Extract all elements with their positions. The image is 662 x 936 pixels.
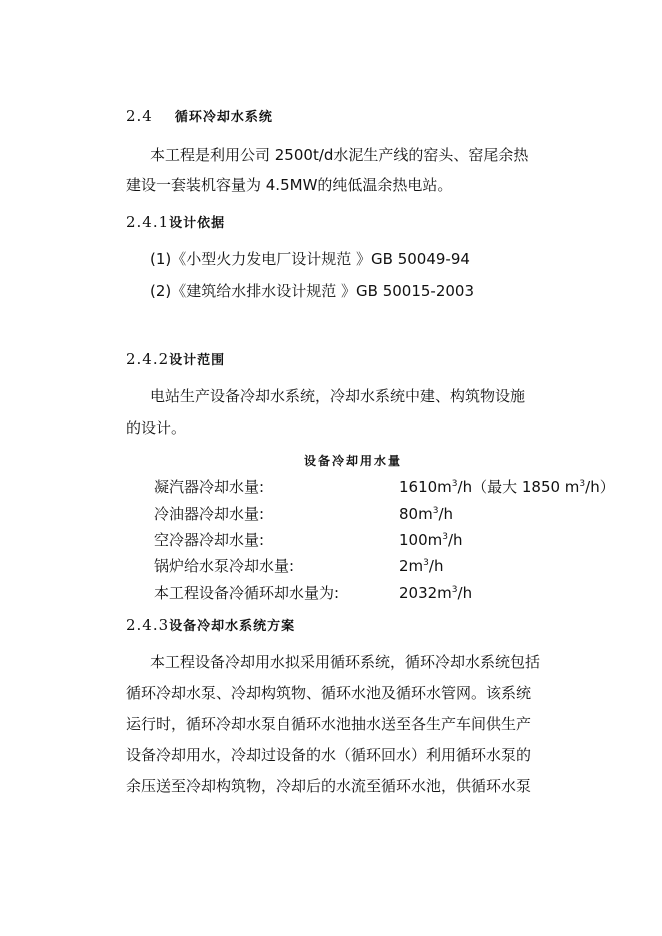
subsection-number: 2.4.1 (126, 213, 170, 231)
value-superscript: 3 (579, 479, 586, 489)
value-unit: /h (457, 584, 473, 602)
value-main: 1610m (399, 478, 452, 496)
intro-line-2: 建设一套装机容量为 4.5MW的纯低温余热电站。 (126, 176, 453, 194)
value-unit: /h (447, 531, 463, 549)
scheme-line-4: 设备冷却用水，冷却过设备的水（循环回水）利用循环水泵的 (126, 746, 532, 764)
value-unit: /h (428, 557, 444, 575)
table-row-label: 本工程设备冷循环却水量为: (154, 584, 340, 602)
section-number: 2.4 (126, 107, 153, 125)
value-superscript: 3 (451, 479, 458, 489)
value-main: 80m (399, 505, 433, 523)
value-superscript: 3 (423, 558, 429, 568)
table-row-label: 空冷器冷却水量: (154, 531, 265, 549)
reference-item-1: (1)《小型火力发电厂设计规范 》GB 50049-94 (150, 250, 470, 268)
reference-item-2: (2)《建筑给水排水设计规范 》GB 50015-2003 (150, 282, 475, 300)
subsection-number: 2.4.2 (126, 350, 170, 368)
value-unit: /h（最大 1850 m (457, 478, 580, 496)
subsection-number: 2.4.3 (126, 616, 170, 634)
table-row-value (399, 583, 472, 603)
subsection-heading-basis (126, 212, 225, 234)
table-row-label: 锅炉给水泵冷却水量: (154, 557, 295, 575)
scheme-line-1: 本工程设备冷却用水拟采用循环系统，循环冷却水系统包括 (150, 653, 541, 671)
scheme-line-5: 余压送至冷却构筑物，冷却后的水流至循环水池，供循环水泵 (126, 777, 532, 795)
subsection-heading-scheme (126, 615, 295, 637)
subsection-title: 设备冷却水系统方案 (169, 619, 296, 634)
table-row-label: 冷油器冷却水量: (154, 505, 265, 523)
section-title: 循环冷却水系统 (174, 110, 273, 125)
subsection-title: 设计范围 (169, 353, 226, 368)
subsection-heading-scope (126, 349, 225, 371)
value-unit: /h (438, 505, 453, 523)
value-main: 100m (399, 531, 443, 549)
table-row-value (399, 556, 443, 576)
value-superscript: 3 (442, 532, 448, 542)
value-main: 2m (399, 557, 424, 575)
subsection-title: 设计依据 (169, 216, 226, 231)
scheme-line-3: 运行时，循环冷却水泵自循环水池抽水送至各生产车间供生产 (126, 715, 532, 733)
table-row-value (399, 477, 615, 497)
value-superscript: 3 (432, 506, 439, 516)
scheme-line-2: 循环冷却水泵、冷却构筑物、循环水池及循环水管网。该系统 (126, 684, 532, 702)
table-row-value (399, 530, 463, 550)
value-unit-tail: /h） (585, 478, 615, 496)
intro-line-1: 本工程是利用公司 2500t/d水泥生产线的窑头、窑尾余热 (150, 146, 529, 164)
table-row-label: 凝汽器冷却水量: (154, 478, 265, 496)
section-heading (126, 106, 273, 128)
table-caption: 设备冷却用水量 (304, 454, 403, 468)
table-row-value (399, 504, 453, 524)
scope-line-1: 电站生产设备冷却水系统，冷却水系统中建、构筑物设施 (150, 387, 526, 405)
value-main: 2032m (399, 584, 452, 602)
value-superscript: 3 (451, 585, 458, 595)
scope-line-2: 的设计。 (126, 419, 187, 437)
